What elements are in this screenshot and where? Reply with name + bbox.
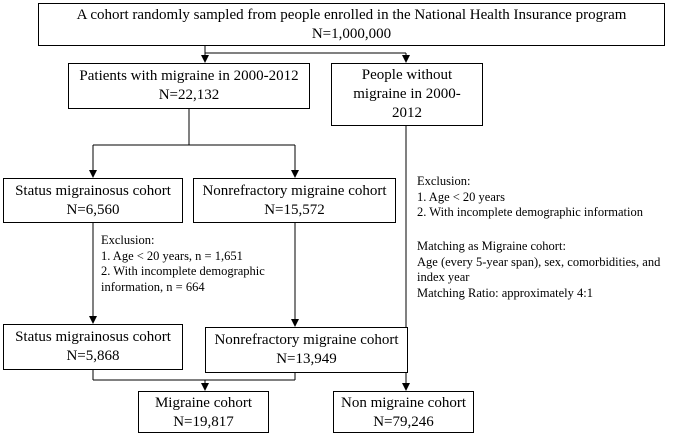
matching-ratio: Matching Ratio: approximately 4:1 (417, 285, 594, 300)
non-migraine-cohort-label: Non migraine cohort (341, 395, 466, 411)
exclusion-left-title: Exclusion: (101, 233, 155, 247)
migraine-cohort-count: N=19,817 (173, 414, 234, 430)
status-migrainosus-final-box (3, 324, 183, 370)
no-migraine-box (331, 63, 483, 126)
non-migraine-cohort-count: N=79,246 (373, 414, 434, 430)
exclusion-right-note (417, 174, 643, 221)
migraine-patients-label: Patients with migraine in 2000-2012 (79, 68, 299, 84)
nonrefractory-count: N=15,572 (264, 202, 325, 218)
exclusion-right-item2: 2. With incomplete demographic information (417, 205, 643, 219)
migraine-cohort-box (138, 391, 269, 433)
status-migrainosus-label: Status migrainosus cohort (15, 183, 171, 199)
exclusion-left-note (101, 233, 265, 295)
status-migrainosus-count: N=6,560 (66, 202, 120, 218)
exclusion-right-item1: 1. Age < 20 years (417, 189, 505, 204)
no-migraine-line2: migraine in 2000- (353, 86, 461, 102)
matching-note (417, 239, 660, 301)
status-migrainosus-final-count: N=5,868 (66, 348, 120, 364)
migraine-patients-box (68, 63, 310, 109)
exclusion-left-item1: 1. Age < 20 years, n = 1,651 (101, 248, 243, 263)
no-migraine-line3: 2012 (392, 105, 422, 121)
matching-line2: index year (417, 270, 470, 284)
nonrefractory-final-box (205, 327, 408, 373)
population-box (38, 3, 665, 46)
nonrefractory-final-label: Nonrefractory migraine cohort (214, 332, 399, 348)
exclusion-left-item2b: information, n = 664 (101, 279, 205, 294)
non-migraine-cohort-box (333, 391, 474, 433)
migraine-patients-count: N=22,132 (158, 87, 220, 103)
status-migrainosus-final-label: Status migrainosus cohort (15, 329, 171, 345)
nonrefractory-label: Nonrefractory migraine cohort (202, 183, 387, 199)
exclusion-right-title: Exclusion: (417, 174, 471, 188)
no-migraine-line1: People without (361, 67, 453, 83)
population-line1: A cohort randomly sampled from people enrolled in the National Health Insurance program (76, 7, 627, 23)
nonrefractory-box (193, 178, 396, 223)
exclusion-left-item2: 2. With incomplete demographic (101, 264, 265, 278)
migraine-cohort-label: Migraine cohort (154, 395, 253, 411)
nonrefractory-final-count: N=13,949 (276, 351, 337, 367)
matching-title: Matching as Migraine cohort: (417, 239, 566, 253)
matching-line1: Age (every 5-year span), sex, comorbidities, and (417, 254, 661, 269)
status-migrainosus-box (3, 178, 183, 223)
population-count: N=1,000,000 (311, 26, 392, 42)
